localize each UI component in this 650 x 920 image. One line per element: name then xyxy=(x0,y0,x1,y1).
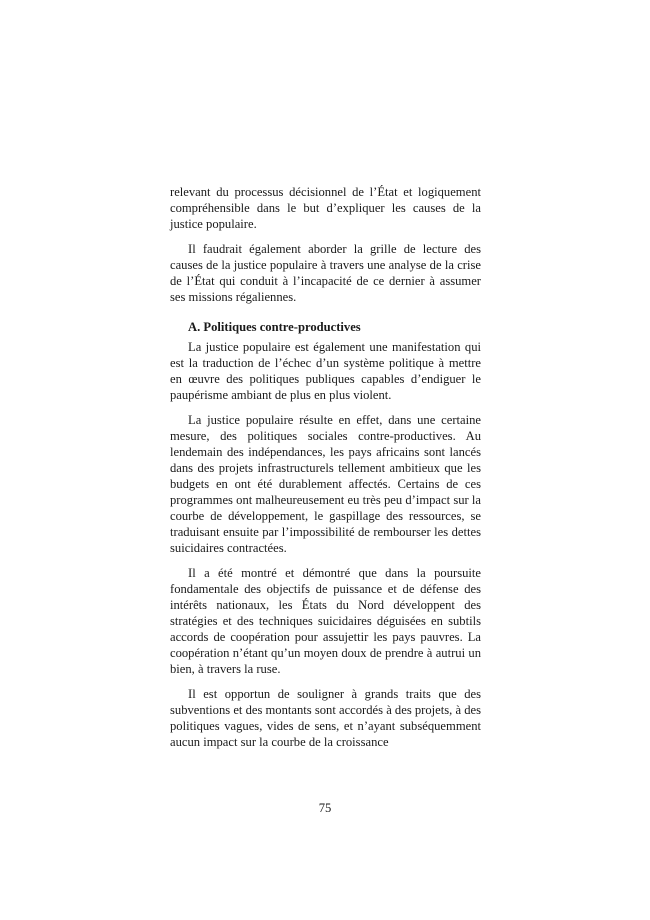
paragraph: La justice populaire est également une manifestation qui est la traduction de l’échec d’un système politique à mettre en œuvre des politiques publiques capables d’endiguer le paupérisme ambiant de plus en plus violent. xyxy=(170,340,481,402)
paragraph-continuation: relevant du processus décisionnel de l’État et logiquement compréhensible dans le but d’expliquer les causes de la justice populaire. xyxy=(170,185,481,231)
body-text xyxy=(170,184,481,759)
paragraph: Il est opportun de souligner à grands traits que des subventions et des montants sont accordés à des projets, à des politiques vagues, vides de sens, et n’ayant subséquemment aucun impact sur la courbe de la croissance xyxy=(170,687,481,749)
page-number: 75 xyxy=(318,801,332,815)
paragraph: La justice populaire résulte en effet, dans une certaine mesure, des politiques sociales contre-productives. Au lendemain des indépendances, les pays africains sont lancés dans des projets infrastructurels tellement ambitieux que les budgets en ont été durablement affectés. Certains de ces programmes ont malheureusement eu très peu d’impact sur la courbe de développement, le gaspillage des ressources, se traduisant ensuite par l’impossibilité de rembourser les dettes suicidaires contractées. xyxy=(170,413,481,555)
paragraph: Il a été montré et démontré que dans la poursuite fondamentale des objectifs de puissance et de défense des intérêts nationaux, les États du Nord développent des stratégies et des techniques suicidaires déguisées en subtils accords de coopération pour assujettir les pays pauvres. La coopération n’étant qu’un moyen doux de prendre à autrui un bien, à travers la ruse. xyxy=(170,566,481,676)
paragraph: Il faudrait également aborder la grille de lecture des causes de la justice populaire à travers une analyse de la crise de l’État qui conduit à l’incapacité de ce dernier à assumer ses missions régaliennes. xyxy=(170,242,481,304)
section-heading: A. Politiques contre-productives xyxy=(188,320,361,334)
